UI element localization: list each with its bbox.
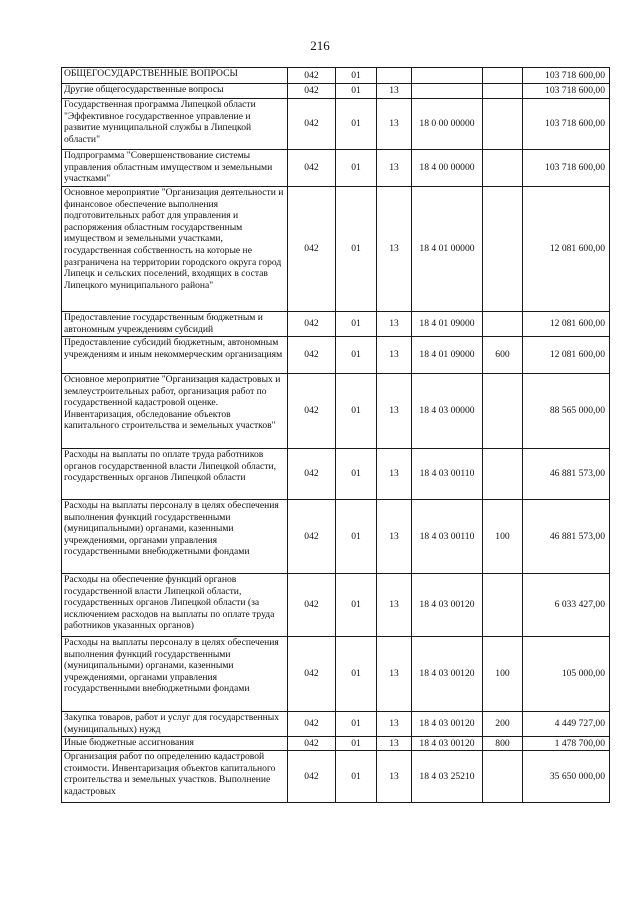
amount-cell: 88 565 000,00 <box>523 374 610 449</box>
subsection-code-cell: 13 <box>377 187 412 312</box>
ministry-code-cell: 042 <box>288 337 336 374</box>
expense-type-cell <box>483 150 523 187</box>
amount-cell: 4 449 727,00 <box>523 712 610 737</box>
ministry-code-cell: 042 <box>288 449 336 500</box>
budget-table-body <box>62 68 610 803</box>
target-article-cell: 18 4 03 00120 <box>412 637 483 712</box>
section-code-cell: 01 <box>336 312 377 337</box>
row-name-cell: Расходы на обеспечение функций органов государственной власти Липецкой области, государственных органов Липецкой области (за исключением расходов на выплаты по оплате труда работников указанных органов) <box>62 574 288 637</box>
table-row <box>62 99 610 150</box>
section-code-cell: 01 <box>336 574 377 637</box>
row-name-cell: Государственная программа Липецкой области "Эффективное государственное управление и развитие муниципальной службы в Липецкой области" <box>62 99 288 150</box>
ministry-code-cell: 042 <box>288 751 336 803</box>
row-name-cell: Предоставление субсидий бюджетным, автономным учреждениям и иным некоммерческим организациям <box>62 337 288 374</box>
row-name-cell: Основное мероприятие "Организация деятельности и финансовое обеспечение выполнения подготовительных работ для управления и распоряжения областным государственным имуществом и земельными участками, государственная собственность на которые не разграничена на территории городского округа город Липецк и сельских поселений, входящих в состав Липецкого муниципального района" <box>62 187 288 312</box>
subsection-code-cell <box>377 68 412 84</box>
amount-cell: 46 881 573,00 <box>523 500 610 574</box>
subsection-code-cell: 13 <box>377 150 412 187</box>
expense-type-cell: 600 <box>483 337 523 374</box>
table-row <box>62 637 610 712</box>
subsection-code-cell: 13 <box>377 99 412 150</box>
expense-type-cell <box>483 84 523 99</box>
expense-type-cell: 200 <box>483 712 523 737</box>
section-code-cell: 01 <box>336 187 377 312</box>
section-code-cell: 01 <box>336 500 377 574</box>
ministry-code-cell: 042 <box>288 574 336 637</box>
row-name-cell: Расходы на выплаты по оплате труда работников органов государственной власти Липецкой области, государственных органов Липецкой области <box>62 449 288 500</box>
section-code-cell: 01 <box>336 68 377 84</box>
target-article-cell: 18 4 03 25210 <box>412 751 483 803</box>
subsection-code-cell: 13 <box>377 737 412 751</box>
amount-cell: 103 718 600,00 <box>523 84 610 99</box>
row-name-cell: Закупка товаров, работ и услуг для государственных (муниципальных) нужд <box>62 712 288 737</box>
row-name-cell: Другие общегосударственные вопросы <box>62 84 288 99</box>
amount-cell: 12 081 600,00 <box>523 337 610 374</box>
table-row <box>62 751 610 803</box>
expense-type-cell: 100 <box>483 637 523 712</box>
expense-type-cell <box>483 449 523 500</box>
amount-cell: 12 081 600,00 <box>523 312 610 337</box>
table-row <box>62 150 610 187</box>
target-article-cell: 18 4 03 00120 <box>412 574 483 637</box>
row-name-cell: Расходы на выплаты персоналу в целях обеспечения выполнения функций государственными (муниципальными) органами, казенными учреждениями, органами управления государственными внебюджетными фондами <box>62 500 288 574</box>
section-code-cell: 01 <box>336 449 377 500</box>
expense-type-cell <box>483 68 523 84</box>
target-article-cell: 18 4 03 00110 <box>412 449 483 500</box>
ministry-code-cell: 042 <box>288 99 336 150</box>
table-row <box>62 68 610 84</box>
subsection-code-cell: 13 <box>377 374 412 449</box>
amount-cell: 103 718 600,00 <box>523 99 610 150</box>
target-article-cell: 18 4 03 00000 <box>412 374 483 449</box>
target-article-cell: 18 4 01 09000 <box>412 337 483 374</box>
subsection-code-cell: 13 <box>377 574 412 637</box>
table-row <box>62 187 610 312</box>
expense-type-cell: 100 <box>483 500 523 574</box>
table-row <box>62 374 610 449</box>
expense-type-cell <box>483 187 523 312</box>
table-row <box>62 337 610 374</box>
ministry-code-cell: 042 <box>288 712 336 737</box>
expense-type-cell <box>483 312 523 337</box>
target-article-cell: 18 0 00 00000 <box>412 99 483 150</box>
subsection-code-cell: 13 <box>377 84 412 99</box>
target-article-cell <box>412 68 483 84</box>
ministry-code-cell: 042 <box>288 637 336 712</box>
ministry-code-cell: 042 <box>288 374 336 449</box>
row-name-cell: Организация работ по определению кадастровой стоимости. Инвентаризация объектов капитального строительства и земельных участков. Выполнение кадастровых <box>62 751 288 803</box>
table-row <box>62 712 610 737</box>
section-code-cell: 01 <box>336 84 377 99</box>
target-article-cell: 18 4 00 00000 <box>412 150 483 187</box>
row-name-cell: Расходы на выплаты персоналу в целях обеспечения выполнения функций государственными (муниципальными) органами, казенными учреждениями, органами управления государственными внебюджетными фондами <box>62 637 288 712</box>
amount-cell: 105 000,00 <box>523 637 610 712</box>
amount-cell: 103 718 600,00 <box>523 150 610 187</box>
row-name-cell: Иные бюджетные ассигнования <box>62 737 288 751</box>
ministry-code-cell: 042 <box>288 150 336 187</box>
expense-type-cell: 800 <box>483 737 523 751</box>
budget-table <box>61 67 610 803</box>
amount-cell: 6 033 427,00 <box>523 574 610 637</box>
amount-cell: 103 718 600,00 <box>523 68 610 84</box>
ministry-code-cell: 042 <box>288 187 336 312</box>
expense-type-cell <box>483 374 523 449</box>
ministry-code-cell: 042 <box>288 737 336 751</box>
subsection-code-cell: 13 <box>377 337 412 374</box>
expense-type-cell <box>483 574 523 637</box>
table-row <box>62 574 610 637</box>
amount-cell: 35 650 000,00 <box>523 751 610 803</box>
page-number: 216 <box>310 38 330 53</box>
row-name-cell: ОБЩЕГОСУДАРСТВЕННЫЕ ВОПРОСЫ <box>62 68 288 84</box>
ministry-code-cell: 042 <box>288 312 336 337</box>
target-article-cell <box>412 84 483 99</box>
target-article-cell: 18 4 01 00000 <box>412 187 483 312</box>
section-code-cell: 01 <box>336 374 377 449</box>
section-code-cell: 01 <box>336 737 377 751</box>
subsection-code-cell: 13 <box>377 751 412 803</box>
amount-cell: 12 081 600,00 <box>523 187 610 312</box>
subsection-code-cell: 13 <box>377 637 412 712</box>
section-code-cell: 01 <box>336 637 377 712</box>
row-name-cell: Предоставление государственным бюджетным и автономным учреждениям субсидий <box>62 312 288 337</box>
ministry-code-cell: 042 <box>288 500 336 574</box>
ministry-code-cell: 042 <box>288 84 336 99</box>
table-row <box>62 449 610 500</box>
section-code-cell: 01 <box>336 751 377 803</box>
target-article-cell: 18 4 03 00110 <box>412 500 483 574</box>
expense-type-cell <box>483 751 523 803</box>
subsection-code-cell: 13 <box>377 449 412 500</box>
section-code-cell: 01 <box>336 99 377 150</box>
target-article-cell: 18 4 01 09000 <box>412 312 483 337</box>
amount-cell: 1 478 700,00 <box>523 737 610 751</box>
target-article-cell: 18 4 03 00120 <box>412 737 483 751</box>
row-name-cell: Подпрограмма "Совершенствование системы управления областным имуществом и земельными участками" <box>62 150 288 187</box>
subsection-code-cell: 13 <box>377 312 412 337</box>
target-article-cell: 18 4 03 00120 <box>412 712 483 737</box>
section-code-cell: 01 <box>336 337 377 374</box>
table-row <box>62 84 610 99</box>
amount-cell: 46 881 573,00 <box>523 449 610 500</box>
ministry-code-cell: 042 <box>288 68 336 84</box>
section-code-cell: 01 <box>336 712 377 737</box>
expense-type-cell <box>483 99 523 150</box>
subsection-code-cell: 13 <box>377 500 412 574</box>
table-row <box>62 312 610 337</box>
table-row <box>62 500 610 574</box>
table-row <box>62 737 610 751</box>
row-name-cell: Основное мероприятие "Организация кадастровых и землеустроительных работ, организация работ по государственной кадастровой оценке. Инвентаризация, обследование объектов капитального строительства и земельных участков" <box>62 374 288 449</box>
section-code-cell: 01 <box>336 150 377 187</box>
subsection-code-cell: 13 <box>377 712 412 737</box>
